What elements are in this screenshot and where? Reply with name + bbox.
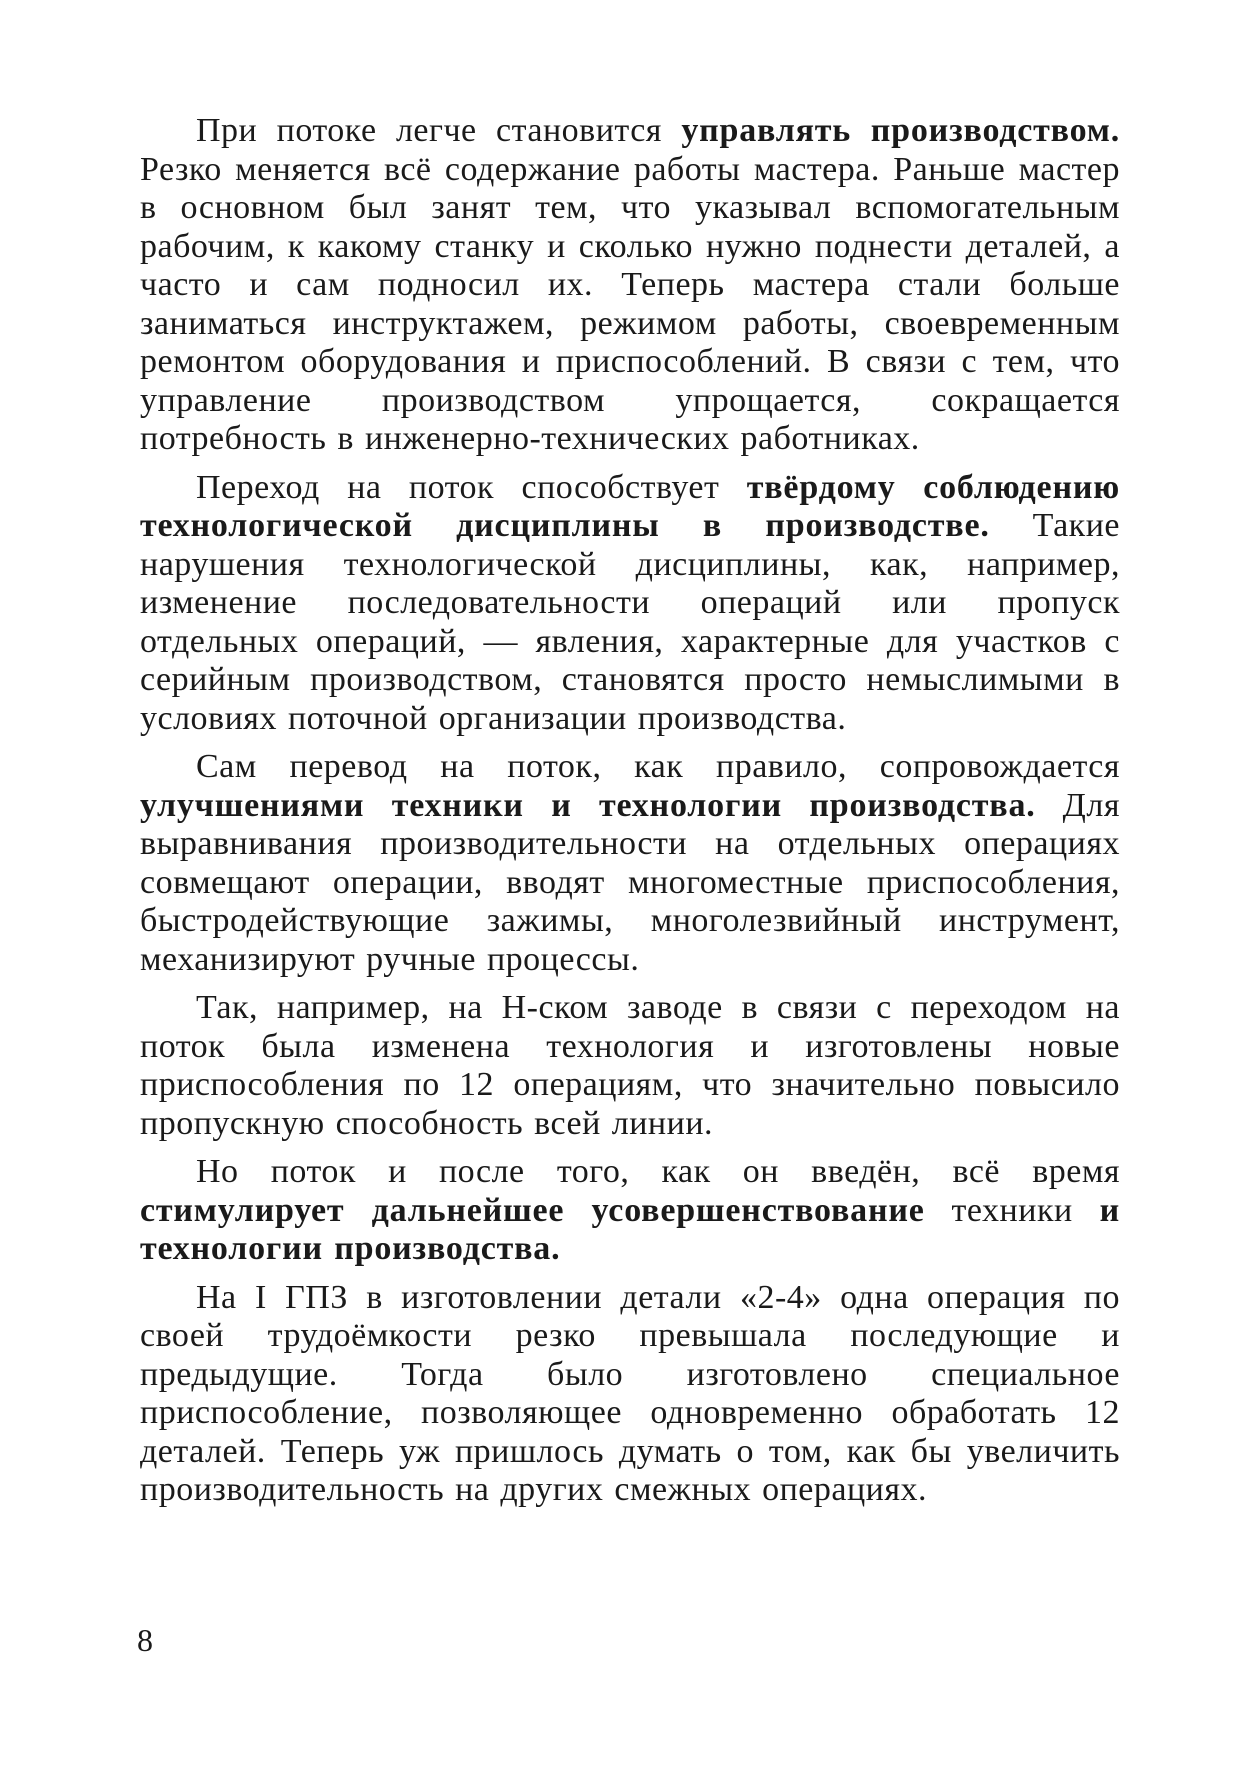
paragraph-5 [140, 1153, 1120, 1269]
paragraph-6-text: На I ГПЗ в изготовлении детали «2-4» одна операция по своей трудоёмкости резко превышала последующие и предыдущие. Тогда было изготовлено специальное приспособление, позволяющее одновременно обработать 12 деталей. Теперь уж пришлось думать о том, как бы увеличить производительность на других смежных операциях. [140, 1278, 1120, 1508]
paragraph-5-text-mid: техники [924, 1191, 1100, 1229]
page-body [140, 112, 1120, 1520]
paragraph-5-bold-phrase: стимулирует дальнейшее усовершенствование [140, 1191, 925, 1229]
paragraph-4 [140, 989, 1120, 1143]
paragraph-3-text-rest: Для выравнивания производительности на отдельных операциях совмещают операции, вводят многоместные приспособления, быстродействующие зажимы, многолезвийный инструмент, механизируют ручные процессы. [140, 786, 1120, 978]
page-number: 8 [137, 1622, 153, 1658]
paragraph-3 [140, 748, 1120, 979]
paragraph-2-text: Переход на поток способствует [196, 468, 747, 506]
paragraph-6 [140, 1279, 1120, 1510]
paragraph-3-text: Сам перевод на поток, как правило, сопровождается [196, 748, 1120, 785]
paragraph-2-bold-phrase: твёрдому соблюдению технологической дисциплины в производстве. [140, 468, 1121, 544]
paragraph-5-bold-phrase-end: и технологии производства. [140, 1191, 1120, 1267]
paragraph-1-text-rest: Резко меняется всё содержание работы мастера. Раньше мастер в основном был занят тем, что указывал вспомогательным рабочим, к какому станку и сколько нужно поднести деталей, а часто и сам подносил их. Теперь мастера стали больше заниматься инструктажем, режимом работы, своевременным ремонтом оборудования и приспособлений. В связи с тем, что управление производством упрощается, сокращается потребность в инженерно-технических работниках. [140, 150, 1120, 457]
paragraph-2-text-rest: Такие нарушения технологической дисциплины, как, например, изменение последовательности операций или пропуск отдельных операций, — явления, характерные для участков с серийным производством, становятся просто немыслимыми в условиях поточной организации производства. [140, 507, 1120, 737]
paragraph-1-bold-phrase: управлять производством. [681, 112, 1121, 149]
paragraph-4-text: Так, например, на Н-ском заводе в связи с переходом на поток была изменена технология и изготовлены новые приспособления по 12 операциям, что значительно повысило пропускную способность всей линии. [140, 989, 1120, 1142]
paragraph-1-text: При потоке легче становится [196, 112, 682, 149]
paragraph-3-bold-phrase: улучшениями техники и технологии производства. [140, 786, 1036, 824]
paragraph-2 [140, 469, 1120, 739]
paragraph-1 [140, 112, 1120, 459]
paragraph-5-text: Но поток и после того, как он введён, всё время [196, 1153, 1120, 1190]
